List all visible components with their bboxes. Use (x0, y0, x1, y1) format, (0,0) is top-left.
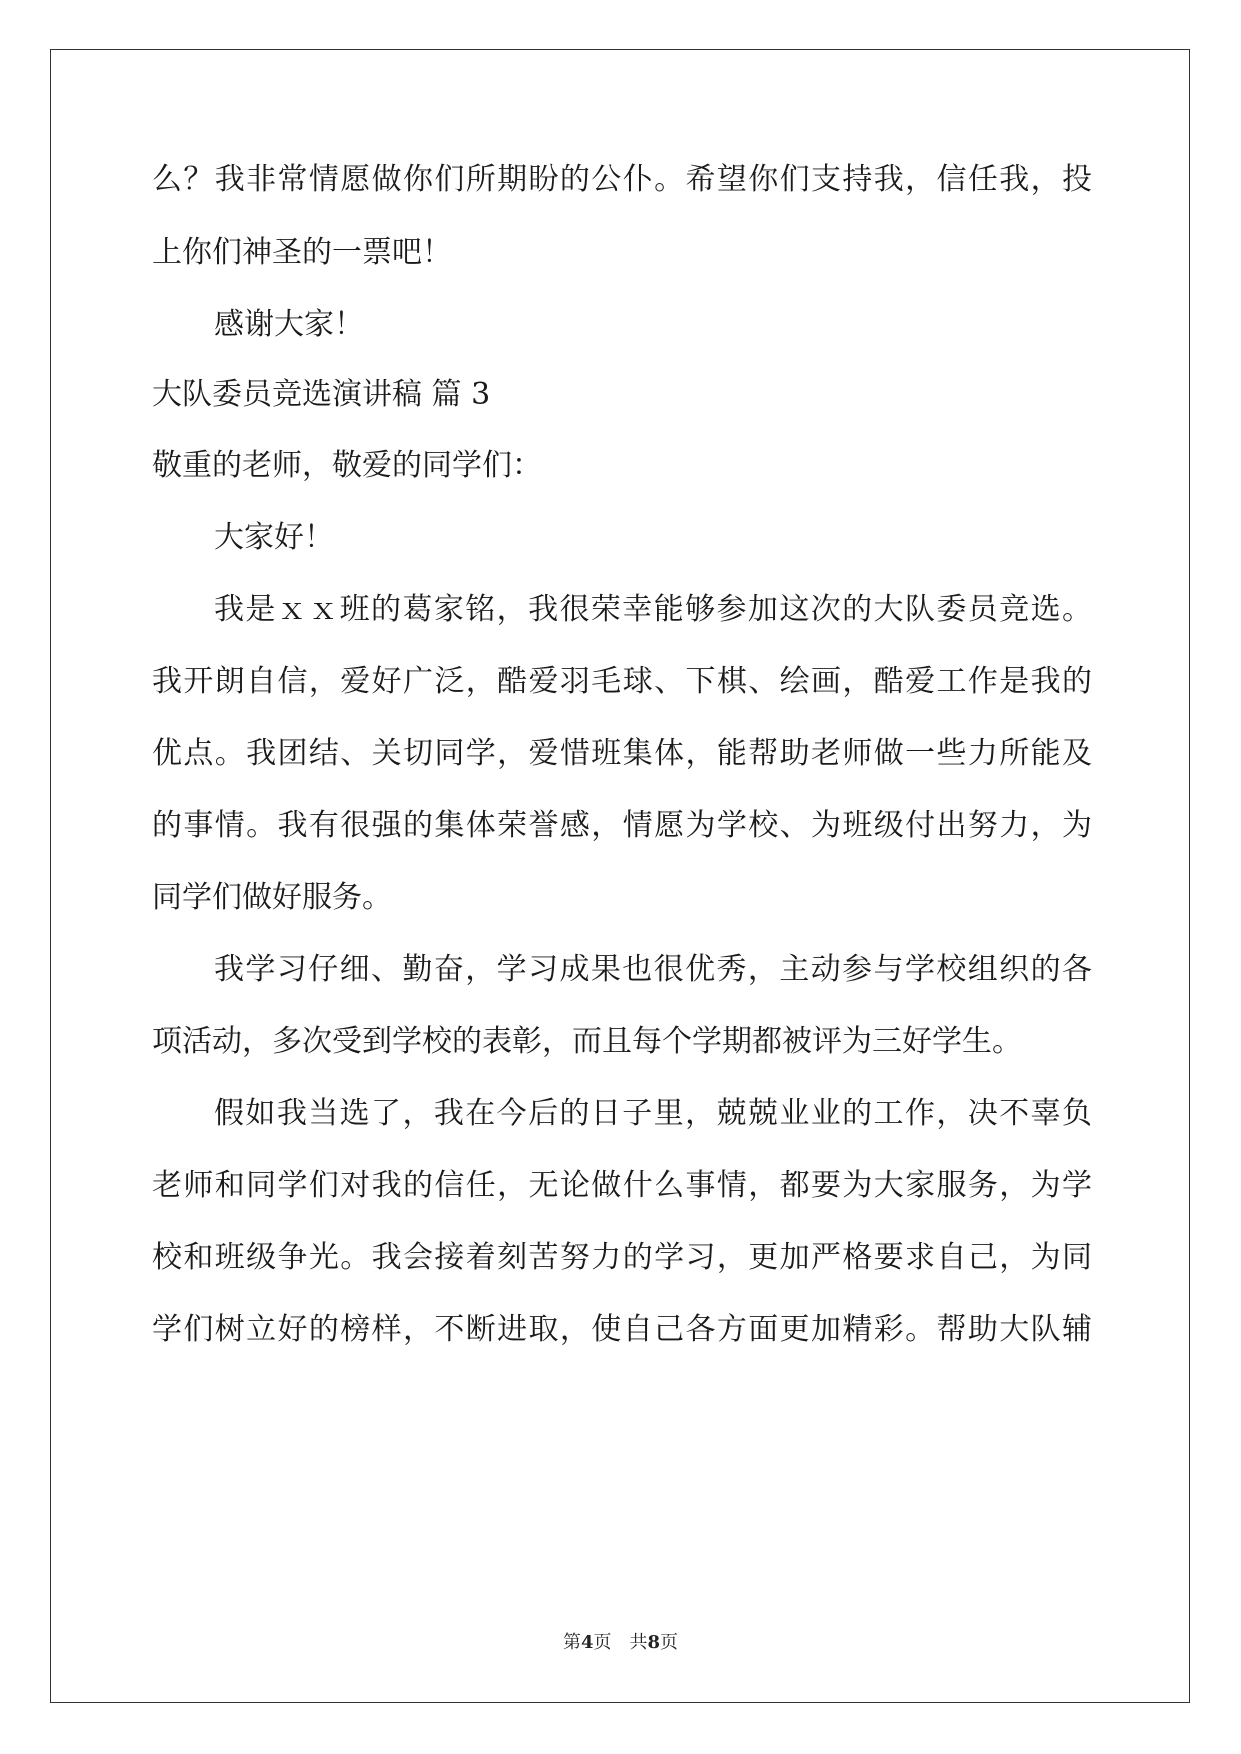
page-suffix: 页 (593, 1632, 612, 1653)
page-number: 4 (580, 1632, 594, 1653)
page-footer (0, 1628, 1241, 1654)
total-prefix: 共 (629, 1632, 648, 1653)
section-heading: 大队委员竞选演讲稿 篇 3 (152, 377, 491, 412)
total-suffix: 页 (660, 1632, 679, 1653)
text-line: 同学们做好服务。 (152, 880, 392, 915)
text-line: 大家好！ (214, 520, 334, 555)
text-line: 假如我当选了，我在今后的日子里，兢兢业业的工作，决不辜负 (214, 1096, 1092, 1131)
text-line: 的事情。我有很强的集体荣誉感，情愿为学校、为班级付出努力，为 (152, 808, 1092, 843)
text-line: 项活动，多次受到学校的表彰，而且每个学期都被评为三好学生。 (152, 1024, 1022, 1059)
text-line: 老师和同学们对我的信任，无论做什么事情，都要为大家服务，为学 (152, 1168, 1092, 1203)
text-line: 我是ｘｘ班的葛家铭，我很荣幸能够参加这次的大队委员竞选。 (214, 592, 1092, 627)
page-border (50, 49, 1190, 1703)
text-line: 上你们神圣的一票吧！ (152, 235, 452, 270)
total-pages: 8 (647, 1632, 661, 1653)
text-line: 校和班级争光。我会接着刻苦努力的学习，更加严格要求自己，为同 (152, 1240, 1092, 1275)
text-line: 感谢大家！ (214, 307, 364, 342)
text-line: 我开朗自信，爱好广泛，酷爱羽毛球、下棋、绘画，酷爱工作是我的 (152, 664, 1092, 699)
page-prefix: 第 (562, 1632, 581, 1653)
text-line: 学们树立好的榜样，不断进取，使自己各方面更加精彩。帮助大队辅 (152, 1312, 1092, 1347)
text-line: 我学习仔细、勤奋，学习成果也很优秀，主动参与学校组织的各 (214, 952, 1092, 987)
salutation: 敬重的老师，敬爱的同学们： (152, 448, 542, 483)
text-line: 优点。我团结、关切同学，爱惜班集体，能帮助老师做一些力所能及 (152, 736, 1092, 771)
text-line: 么？我非常情愿做你们所期盼的公仆。希望你们支持我，信任我，投 (152, 162, 1092, 197)
